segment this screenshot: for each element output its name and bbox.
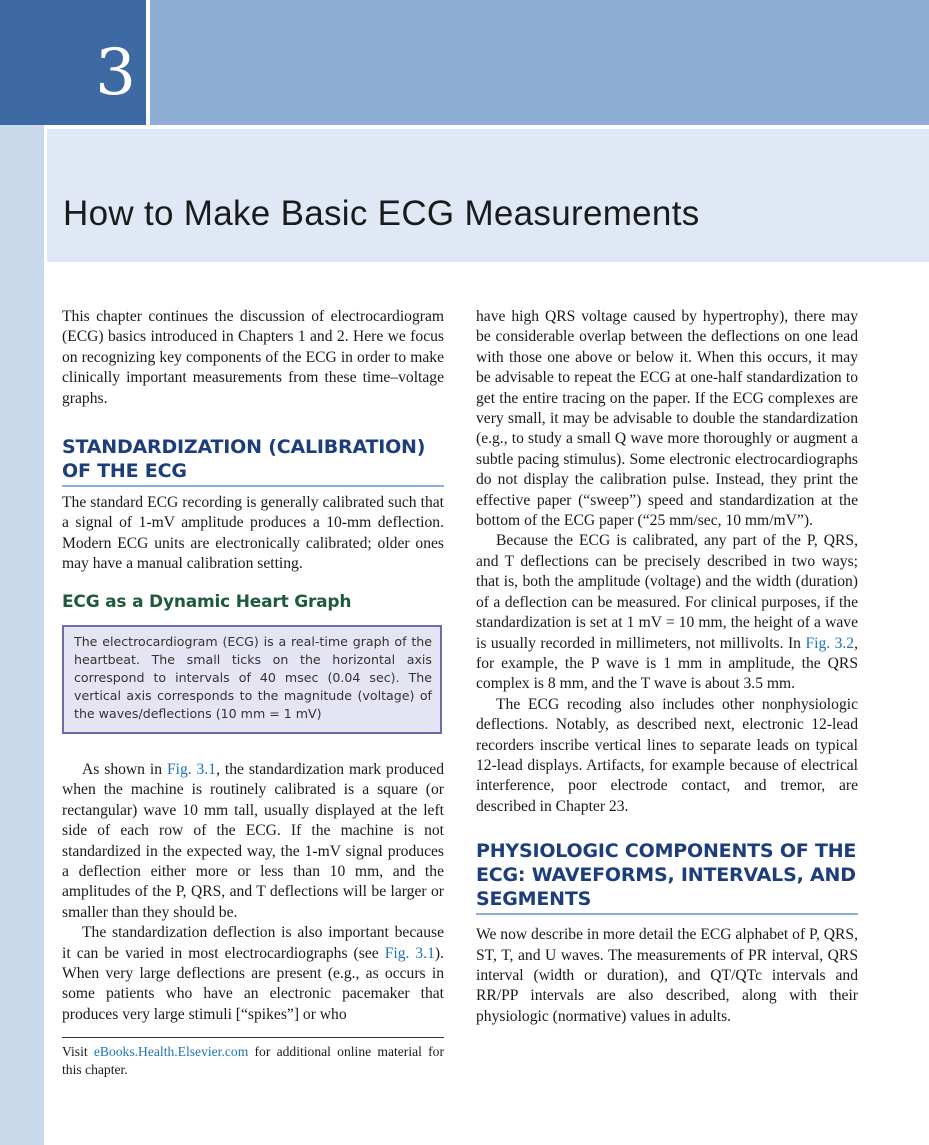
paragraph-nonphysiologic: The ECG recoding also includes other nonphysiologic deflections. Notably, as described next, electronic 12-lead recorders inscribe vertical lines to separate leads on typical 12-lead displays. Artifacts, for example because of electrical interference, poor electrode contact, and tremor, are described in Chapter 23. [476,695,858,815]
text-run: As shown in [82,761,167,778]
ebooks-link[interactable]: eBooks.Health.Elsevier.com [93,1044,249,1059]
figure-link[interactable]: Fig. 3.2 [805,634,855,652]
text-run: , the standardization mark produced when the machine is routinely calibrated is a square (or rectangular) wave 10 mm tall, usually displayed at the left side of each row of the ECG. If the machine is not standardized in the expected way, the 1-mV signal produces a deflection either more or less than 10 mm, and the amplitudes of the P, QRS, and T deflections will be larger or smaller than they should be. [62,761,445,921]
figure-link[interactable]: Fig. 3.1 [166,761,217,778]
section-heading-physiologic-components [476,839,858,915]
paragraph-calibrated [476,531,858,694]
footnote-rule [62,1037,444,1038]
figure-link[interactable]: Fig. 3.1 [384,944,435,962]
text-run: Because the ECG is calibrated, any part of the P, QRS, and T deflections can be precisely described in two ways; that is, both the amplitude (voltage) and the width (duration) of a deflection can be measured. For clinical purposes, if the standardization is set at 1 mV = 10 mm, the height of a wave is usually recorded in millimeters, not millivolts. In [476,532,858,652]
left-column-top [62,307,444,613]
intro-paragraph: This chapter continues the discussion of electrocardiogram (ECG) basics introduced in Chapters 1 and 2. Here we focus on recognizing key components of the ECG in order to make clinically important measurements from these time–voltage graphs. [62,308,444,407]
text-run: for additional online material for this chapter. [62,1044,444,1077]
text-run: , for example, the P wave is 1 mm in amplitude, the QRS complex is 8 mm, and the T wave is about 3.5 mm. [476,634,859,693]
standardization-paragraph: The standard ECG recording is generally calibrated such that a signal of 1-mV amplitude produces a 10-mm deflection. Modern ECG units are electronically calibrated; older ones may have a manual calibration setting. [62,494,444,573]
footnote [62,1043,444,1079]
text-run: The standardization deflection is also important because it can be varied in most electrocardiographs (see [62,924,444,962]
paragraph-standardization-mark [62,760,444,923]
heading-line: SEGMENTS [476,888,592,911]
chapter-number-box [0,0,146,125]
section-heading-standardization [62,435,444,487]
header-band [150,0,929,125]
subheading-dynamic-heart-graph: ECG as a Dynamic Heart Graph [62,591,352,612]
chapter-number: 3 [95,36,136,110]
right-column [476,307,858,1027]
heading-line: PHYSIOLOGIC COMPONENTS OF THE [476,840,857,863]
text-run: Visit [62,1044,94,1059]
heading-line: ECG: WAVEFORMS, INTERVALS, AND [476,864,856,887]
paragraph-ecg-alphabet: We now describe in more detail the ECG alphabet of P, QRS, ST, T, and U waves. The measurements of PR interval, QRS interval (width or duration), and QT/QTc intervals and RR/PP intervals are also described, along with their physiologic (normative) values in adults. [476,926,859,1025]
chapter-title: How to Make Basic ECG Measurements [63,194,700,233]
heading-line: OF THE ECG [62,460,187,483]
callout-box [62,625,442,734]
left-column-bottom [62,760,444,1025]
left-margin-strip [0,125,44,1145]
heading-line: STANDARDIZATION (CALIBRATION) [62,436,426,459]
text-run: ). When very large deflections are present (e.g., as occurs in some patients who have an electronic pacemaker that produces very large stimuli [“spikes”] or who [62,944,444,1023]
paragraph-standardization-deflection [62,923,444,1025]
callout-text: The electrocardiogram (ECG) is a real-time graph of the heartbeat. The small ticks on the horizontal axis correspond to intervals of 40 msec (0.04 sec). The vertical axis corresponds to the magnitude (voltage) of the waves/deflections (10 mm = 1 mV) [74,634,432,721]
paragraph-overlap: have high QRS voltage caused by hypertrophy), there may be considerable overlap between the deflections on one lead with those one above or below it. When this occurs, it may be advisable to repeat the ECG at one-half standardization to get the entire tracing on the paper. If the ECG complexes are very small, it may be advisable to double the standardization (e.g., to study a small Q wave more thoroughly or augment a subtle pacing stimulus). Some electronic electrocardiographs do not display the calibration pulse. Instead, they print the effective paper (“sweep”) speed and standardization at the bottom of the ECG paper (“25 mm/sec, 10 mm/mV”). [476,308,858,530]
